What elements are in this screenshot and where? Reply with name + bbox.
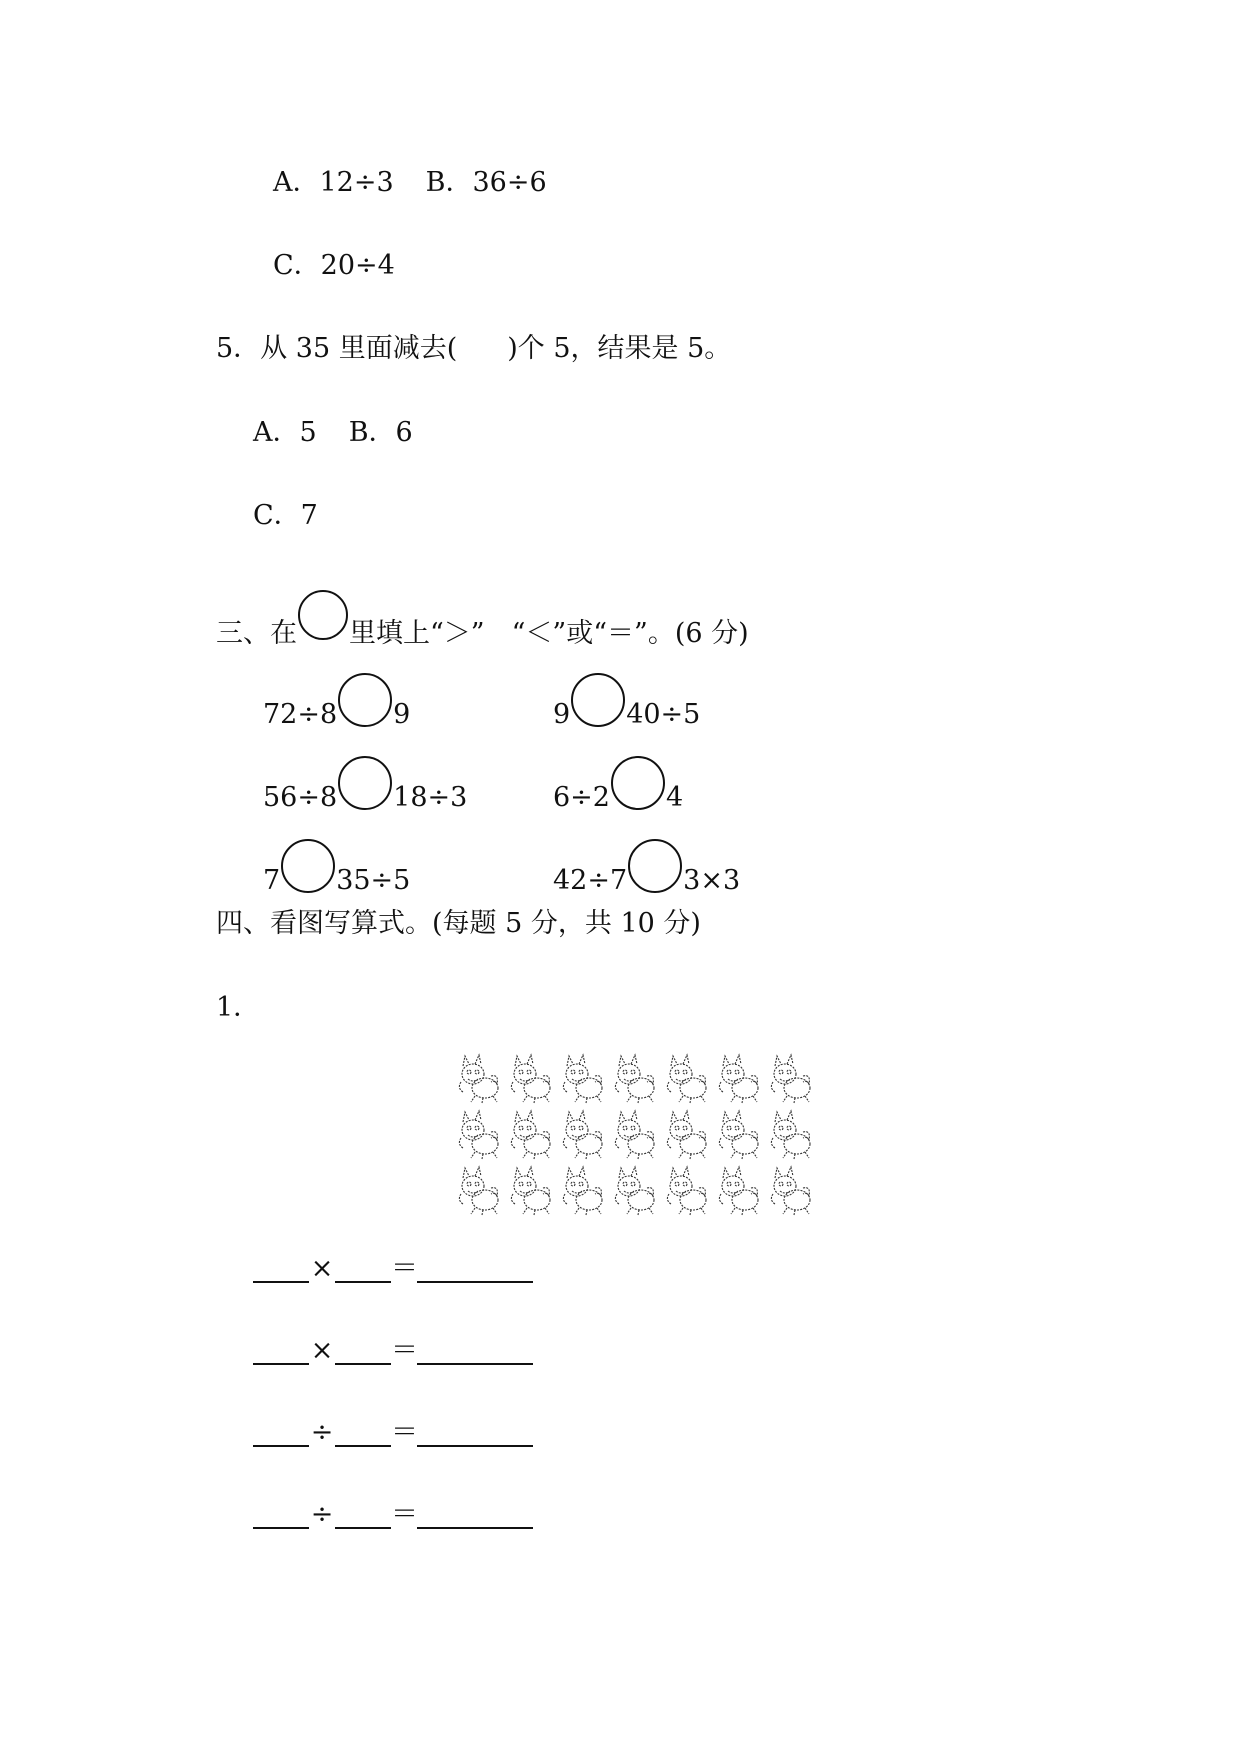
creature-picture-icon [715,1108,763,1160]
equals-sign: ＝ [391,1417,418,1448]
q5-question [216,332,731,366]
creature-picture-icon [767,1164,815,1216]
creature-picture-icon [663,1164,711,1216]
compare-circle-input[interactable] [571,673,625,727]
equation-answer-blank[interactable] [417,1255,533,1283]
compare-item [263,839,410,898]
creature-picture-grid [455,1052,815,1218]
compare-circle-input[interactable] [338,673,392,727]
section3-suffix: 里填上“＞” “＜”或“＝”。(6 分) [349,618,749,649]
equation-blank[interactable] [253,1255,309,1283]
compare-circle-input[interactable] [628,839,682,893]
compare-item [553,673,700,732]
equation-row [253,1498,533,1532]
creature-picture-icon [559,1164,607,1216]
equals-sign: ＝ [391,1499,418,1530]
compare-item [263,756,467,815]
equation-blank[interactable] [335,1419,391,1447]
compare-circle-input[interactable] [338,756,392,810]
operator: ÷ [310,1499,334,1530]
compare-item [263,673,410,732]
equals-sign: ＝ [391,1253,418,1284]
creature-picture-icon [767,1052,815,1104]
creature-picture-icon [507,1108,555,1160]
creature-picture-icon [559,1108,607,1160]
creature-picture-icon [611,1108,659,1160]
creature-picture-icon [507,1052,555,1104]
operator: ÷ [310,1417,334,1448]
compare-left-expr: 42÷7 [553,865,628,896]
creature-picture-icon [455,1052,503,1104]
q5-suffix: )个 5，结果是 5。 [507,333,732,364]
q5-option-a[interactable]: A．5 [253,417,317,448]
equation-blank[interactable] [335,1501,391,1529]
creature-picture-icon [507,1164,555,1216]
compare-right-expr: 3×3 [683,865,741,896]
q5-options-row-2 [253,499,318,533]
creature-picture-icon [715,1164,763,1216]
compare-circle-input[interactable] [281,839,335,893]
compare-left-expr: 56÷8 [263,782,338,813]
q4-option-c[interactable]: C．20÷4 [273,250,395,281]
creature-picture-icon [715,1052,763,1104]
equation-blank[interactable] [335,1255,391,1283]
q4-options-row-1 [273,166,547,200]
operator: × [310,1335,334,1366]
compare-right-expr: 35÷5 [336,865,411,896]
compare-circle-input[interactable] [611,756,665,810]
operator: × [310,1253,334,1284]
compare-left-expr: 72÷8 [263,699,338,730]
q5-option-c[interactable]: C．7 [253,500,318,531]
compare-item [553,839,740,898]
equation-answer-blank[interactable] [417,1419,533,1447]
creature-picture-icon [663,1108,711,1160]
creature-picture-icon [559,1052,607,1104]
equation-row [253,1416,533,1450]
creature-picture-icon [611,1052,659,1104]
equation-row [253,1334,533,1368]
equals-sign: ＝ [391,1335,418,1366]
q4-options-row-2 [273,249,395,283]
compare-right-expr: 9 [393,699,411,730]
q4-option-a[interactable]: A．12÷3 [273,167,394,198]
equation-blank[interactable] [335,1337,391,1365]
compare-right-expr: 18÷3 [393,782,468,813]
q4-option-b[interactable]: B．36÷6 [425,167,547,198]
compare-left-expr: 9 [553,699,571,730]
compare-left-expr: 6÷2 [553,782,610,813]
equation-answer-blank[interactable] [417,1501,533,1529]
equation-row [253,1252,533,1286]
compare-left-expr: 7 [263,865,281,896]
equation-blank[interactable] [253,1337,309,1365]
section3-heading [216,590,749,651]
creature-picture-icon [767,1108,815,1160]
compare-item [553,756,683,815]
compare-right-expr: 4 [665,782,684,813]
circle-icon [298,590,348,640]
q5-option-b[interactable]: B．6 [348,417,413,448]
compare-right-expr: 40÷5 [626,699,701,730]
section4-heading: 四、看图写算式。(每题 5 分，共 10 分) [216,908,701,939]
q5-options-row-1 [253,416,413,450]
equation-blank[interactable] [253,1501,309,1529]
equation-blank[interactable] [253,1419,309,1447]
creature-picture-icon [611,1164,659,1216]
creature-picture-icon [455,1108,503,1160]
q5-prefix: 5．从 35 里面减去( [216,333,458,364]
creature-picture-icon [455,1164,503,1216]
equation-answer-blank[interactable] [417,1337,533,1365]
section3-prefix: 三、在 [216,618,297,649]
section4-question-1-label: 1． [216,992,261,1023]
creature-picture-icon [663,1052,711,1104]
